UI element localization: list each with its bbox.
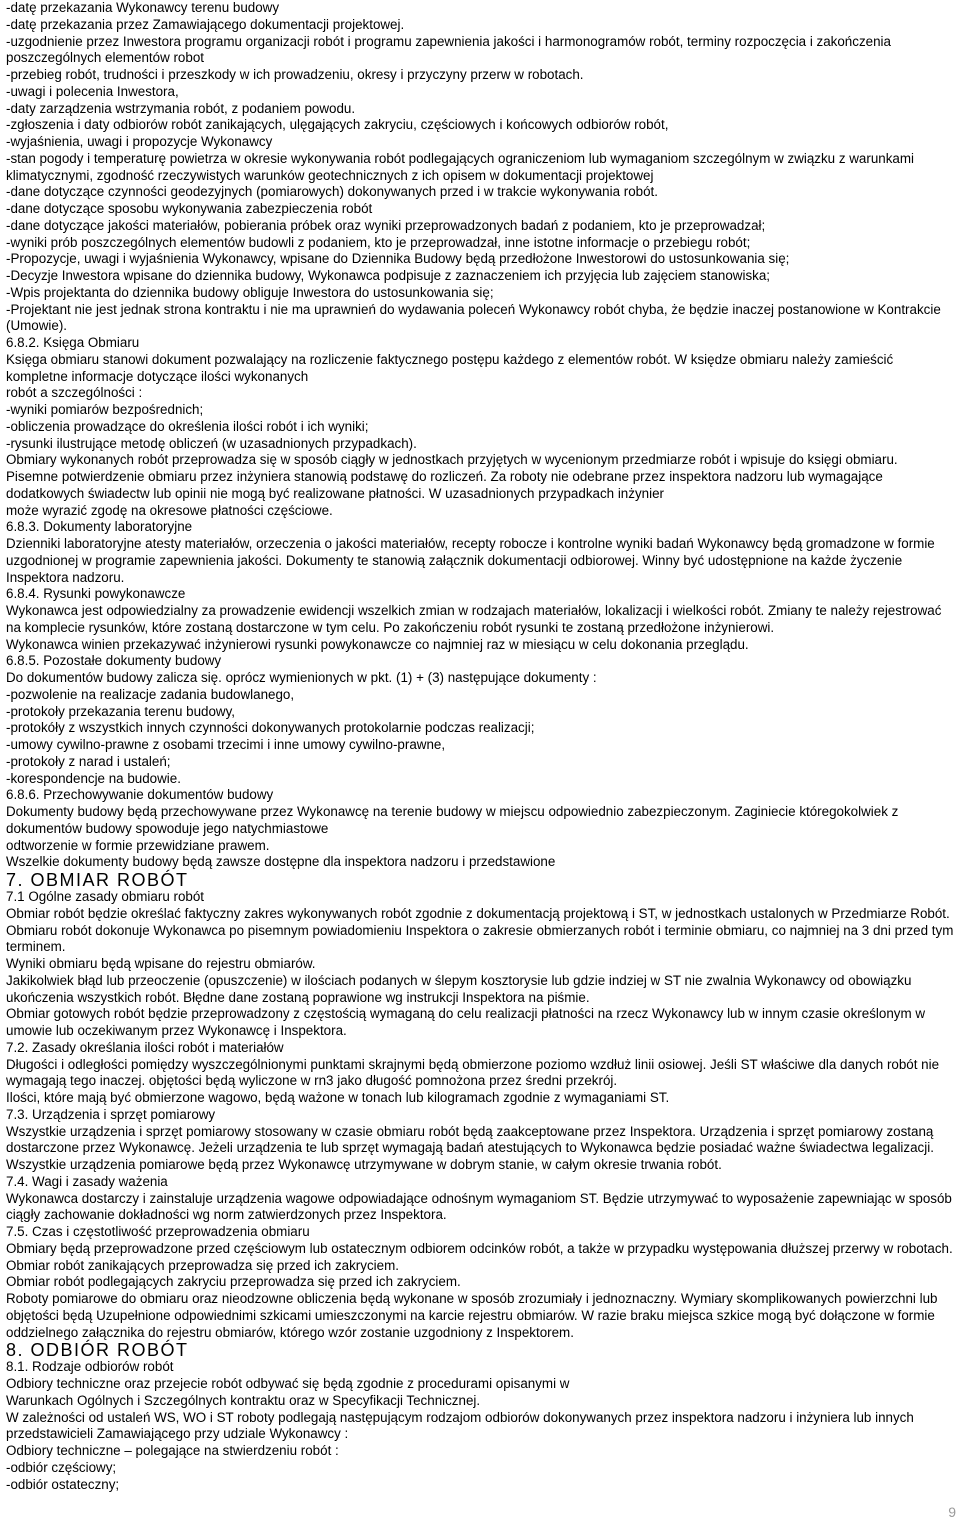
text-line: Do dokumentów budowy zalicza się. oprócz wymienionych w pkt. (1) + (3) następujące dokumenty : <box>6 670 597 685</box>
text-line: -stan pogody i temperaturę powietrza w okresie wykonywania robót podlegających ograniczeniom lub wymaganiom szczególnym w związku z warunkami klimatycznymi, zgodność rzeczywistych warunków geotechnicznych z ich opisem w dokumentacji projektowej <box>6 150 915 183</box>
text-line: Dokumenty budowy będą przechowywane przez Wykonawcę na terenie budowy w miejscu odpowiednio zabezpieczonym. Zaginiecie któregokolwiek z dokumentów budowy spowoduje jego natychmiastowe <box>6 804 899 836</box>
text-line: Warunkach Ogólnych i Szczególnych kontraktu oraz w Specyfikacji Technicznej. <box>6 1392 481 1408</box>
text-line: 6.8.6. Przechowywanie dokumentów budowy <box>6 787 274 803</box>
section-7-text <box>6 889 954 1341</box>
text-line: W zależności od ustaleń WS, WO i ST roboty podlegają następującym rodzajom odbiorów dokonywanych przez inspektora nadzoru i inżyniera lub innych przedstawicieli Zamawiającego przy udziale Wykonawcy : <box>6 1409 914 1442</box>
text-line: 7.2. Zasady określania ilości robót i materiałów <box>6 1039 284 1055</box>
text-line: Księga obmiaru stanowi dokument pozwalający na rozliczenie faktycznego postępu każdego z elementów robót. W księdze obmiaru należy zamieścić kompletne informacje dotyczące ilości wykonanych <box>6 351 894 384</box>
text-line: -rysunki ilustrujące metodę obliczeń (w uzasadnionych przypadkach). <box>6 435 417 451</box>
text-line: Dzienniki laboratoryjne atesty materiałów, orzeczenia o jakości materiałów, recepty robocze i kontrolne wyniki badań Wykonawcy będą gromadzone w formie uzgodnionej w programie zapewnienia jakości. Dokumenty te stanowią załącznik dokumentacji odbiorowej. Winny być udostępnione na każde życzenie Inspektora nadzoru. <box>6 536 935 585</box>
text-line: 7.5. Czas i częstotliwość przeprowadzenia obmiaru <box>6 1224 310 1239</box>
text-line: -odbiór częściowy; <box>6 1459 117 1475</box>
text-line: -wyjaśnienia, uwagi i propozycje Wykonawcy <box>6 134 273 149</box>
text-line: Wykonawca jest odpowiedzialny za prowadzenie ewidencji wszelkich zmian w rodzajach materiałów, lokalizacji i wielkości robót. Zmiany te należy rejestrować na komplecie rysunków, które zostaną dostarczone w tym celu. Po zakończeniu robót rysunki te zostaną przedłożone inżynierowi. <box>6 603 942 635</box>
text-line: odtworzenie w formie przewidziane prawem. <box>6 837 270 853</box>
text-line: -przebieg robót, trudności i przeszkody w ich prowadzeniu, okresy i przyczyny przerw w robotach. <box>6 67 584 82</box>
text-line: Wykonawca winien przekazywać inżynierowi rysunki powykonawcze co najmniej raz w miesiącu w celu dokonania przeglądu. <box>6 636 749 652</box>
text-line: 7.3. Urządzenia i sprzęt pomiarowy <box>6 1106 216 1122</box>
text-line: Odbiory techniczne oraz przejecie robót odbywać się będą zgodnie z procedurami opisanymi w <box>6 1376 570 1391</box>
text-line: -Wpis projektanta do dziennika budowy obliguje Inwestora do ustosunkowania się; <box>6 284 494 300</box>
text-line: -protokoły przekazania terenu budowy, <box>6 703 236 719</box>
heading-section-8: 8. ODBIÓR ROBÓT <box>6 1340 189 1361</box>
text-line: Obmiar robót zanikających przeprowadza się przed ich zakryciem. <box>6 1257 399 1273</box>
text-line: Pisemne potwierdzenie obmiaru przez inżyniera stanowią podstawę do rozliczeń. Za roboty nie odebrane przez inspektora nadzoru lub wymagające dodatkowych świadectw lub opinii nie mogą być realizowane płatności. W uzasadnionych przypadkach inżynier <box>6 469 883 501</box>
text-line: Obmiaru robót dokonuje Wykonawca po pisemnym powiadomieniu Inspektora o zakresie obmierzanych robót i terminie obmiaru, co najmniej na 3 dni przed tym terminem. <box>6 922 954 955</box>
text-line: -uwagi i polecenia Inwestora, <box>6 83 179 99</box>
text-line: Wszelkie dokumenty budowy będą zawsze dostępne dla inspektora nadzoru i przedstawione <box>6 854 556 870</box>
text-line: -wyniki pomiarów bezpośrednich; <box>6 402 204 417</box>
section-6-8-text <box>6 0 954 871</box>
text-line: 7.1 Ogólne zasady obmiaru robót <box>6 889 205 904</box>
text-line: Długości i odległości pomiędzy wyszczególnionymi punktami skrajnymi będą obmierzone poziomo wzdłuż linii osiowej. Jeśli ST właściwe dla danych robót nie wymagają tego inaczej. objętości będą wyliczone w rn3 jako długość pomnożona przez średni przekrój. <box>6 1056 940 1089</box>
text-line: -odbiór ostateczny; <box>6 1476 120 1492</box>
text-line: -korespondencje na budowie. <box>6 770 181 786</box>
text-line: -datę przekazania przez Zamawiającego dokumentacji projektowej. <box>6 16 405 32</box>
text-line: -uzgodnienie przez Inwestora programu organizacji robót i programu zapewnienia jakości i harmonogramów robót, terminy rozpoczęcia i zakończenia poszczególnych elementów robot <box>6 33 891 66</box>
text-line: Obmiary wykonanych robót przeprowadza się w sposób ciągły w jednostkach przyjętych w wycenionym przedmiarze robót i wpisuje do księgi obmiaru. <box>6 452 898 468</box>
text-line: Obmiar robót będzie określać faktyczny zakres wykonywanych robót zgodnie z dokumentacją projektową i ST, w jednostkach ustalonych w Przedmiarze Robót. <box>6 905 950 921</box>
text-line: 6.8.2. Księga Obmiaru <box>6 335 140 350</box>
text-line: -Projektant nie jest jednak strona kontraktu i nie ma uprawnień do wydawania poleceń Wykonawcy robót chyba, że będzie inaczej postanowione w Kontrakcie (Umowie). <box>6 301 941 334</box>
heading-section-7: 7. OBMIAR ROBÓT <box>6 870 189 890</box>
text-line: Wykonawca dostarczy i zainstaluje urządzenia wagowe odpowiadające odnośnym wymaganiom ST. Będzie utrzymywać to wyposażenie zapewniając w sposób ciągły zachowanie dokładności wg norm zatwierdzonych przez Inspektora. <box>6 1190 952 1223</box>
text-line: 7.4. Wagi i zasady ważenia <box>6 1173 168 1189</box>
text-line: Wyniki obmiaru będą wpisane do rejestru obmiarów. <box>6 956 316 971</box>
text-line: -zgłoszenia i daty odbiorów robót zanikających, ulęgających zakryciu, częściowych i końcowych odbiorów robót, <box>6 117 669 133</box>
text-line: 6.8.5. Pozostałe dokumenty budowy <box>6 653 222 669</box>
text-line: 6.8.4. Rysunki powykonawcze <box>6 586 186 602</box>
text-line: -wyniki prób poszczególnych elementów budowli z podaniem, kto je przeprowadzał, inne istotne informacje o przebiegu robót; <box>6 234 751 250</box>
text-line: 6.8.3. Dokumenty laboratoryjne <box>6 519 193 535</box>
text-line: -Propozycje, uwagi i wyjaśnienia Wykonawcy, wpisane do Dziennika Budowy będą przedłożone Inwestorowi do ustosunkowania się; <box>6 251 790 267</box>
text-line: Roboty pomiarowe do obmiaru oraz nieodzowne obliczenia będą wykonane w sposób zrozumiały i jednoznaczny. Wymiary skomplikowanych powierzchni lub objętości będą Uzupełnione odpowiednimi szkicami umieszczonymi na karcie rejestru obmiarów. W razie braku miejsca szkice mogą być dołączone w formie oddzielnego załącznika do rejestru obmiarów, którego wzór zostanie uzgodniony z Inspektorem. <box>6 1291 938 1340</box>
text-line: Wszystkie urządzenia i sprzęt pomiarowy stosowany w czasie obmiaru robót będą zaakceptowane przez Inspektora. Urządzenia i sprzęt pomiarowy zostaną dostarczone przez Wykonawcę. Jeżeli urządzenia te lub sprzęt wymagają badań atestujących to Wykonawca będzie posiadać ważne świadectwa legalizacji. Wszystkie urządzenia pomiarowe będą przez Wykonawcę utrzymywane w dobrym stanie, w całym okresie trwania robót. <box>6 1123 934 1172</box>
text-line: -daty zarządzenia wstrzymania robót, z podaniem powodu. <box>6 100 356 116</box>
text-line: -dane dotyczące czynności geodezyjnych (pomiarowych) dokonywanych przed i w trakcie wykonywania robót. <box>6 184 658 200</box>
text-line: Odbiory techniczne – polegające na stwierdzeniu robót : <box>6 1443 339 1458</box>
text-line: może wyrazić zgodę na okresowe płatności częściowe. <box>6 502 333 518</box>
page-number: 9 <box>948 1504 956 1520</box>
text-line: Obmiary będą przeprowadzone przed częściowym lub ostatecznym odbiorem odcinków robót, a także w przypadku występowania dłuższej przerwy w robotach. <box>6 1240 953 1256</box>
text-line: Jakikolwiek błąd lub przeoczenie (opuszczenie) w ilościach podanych w ślepym kosztorysie lub gdzie indziej w ST nie zwalnia Wykonawcy od obowiązku ukończenia wszystkich robót. Błędne dane zostaną poprawione wg instrukcji Inspektora na piśmie. <box>6 972 912 1005</box>
text-line: -dane dotyczące sposobu wykonywania zabezpieczenia robót <box>6 201 373 216</box>
section-8-text <box>6 1359 954 1493</box>
text-line: Obmiar robót podlegających zakryciu przeprowadza się przed ich zakryciem. <box>6 1274 461 1290</box>
text-line: -protokoły z narad i ustaleń; <box>6 753 171 769</box>
text-line: -dane dotyczące jakości materiałów, pobierania próbek oraz wyniki przeprowadzonych badań z podaniem, kto je przeprowadzał; <box>6 217 766 233</box>
text-line: Ilości, które mają być obmierzone wagowo, będą ważone w tonach lub kilogramach zgodnie z wymaganiami ST. <box>6 1090 670 1105</box>
text-line: robót a szczególności : <box>6 385 143 401</box>
text-line: Obmiar gotowych robót będzie przeprowadzony z częstością wymaganą do celu realizacji płatności na rzecz Wykonawcy lub w innym czasie określonym w umowie lub oczekiwanym przez Wykonawcę i Inspektora. <box>6 1006 926 1038</box>
text-line: -pozwolenie na realizacje zadania budowlanego, <box>6 686 295 702</box>
text-line: -Decyzje Inwestora wpisane do dziennika budowy, Wykonawca podpisuje z zaznaczeniem ich przyjęcia lub zajęciem stanowiska; <box>6 268 771 283</box>
text-line: 8.1. Rodzaje odbiorów robót <box>6 1359 174 1375</box>
text-line: -protokóły z wszystkich innych czynności dokonywanych protokolarnie podczas realizacji; <box>6 720 535 736</box>
text-line: -umowy cywilno-prawne z osobami trzecimi i inne umowy cywilno-prawne, <box>6 737 446 752</box>
text-line: -datę przekazania Wykonawcy terenu budowy <box>6 0 280 15</box>
text-line: -obliczenia prowadzące do określenia ilości robót i ich wyniki; <box>6 418 369 434</box>
